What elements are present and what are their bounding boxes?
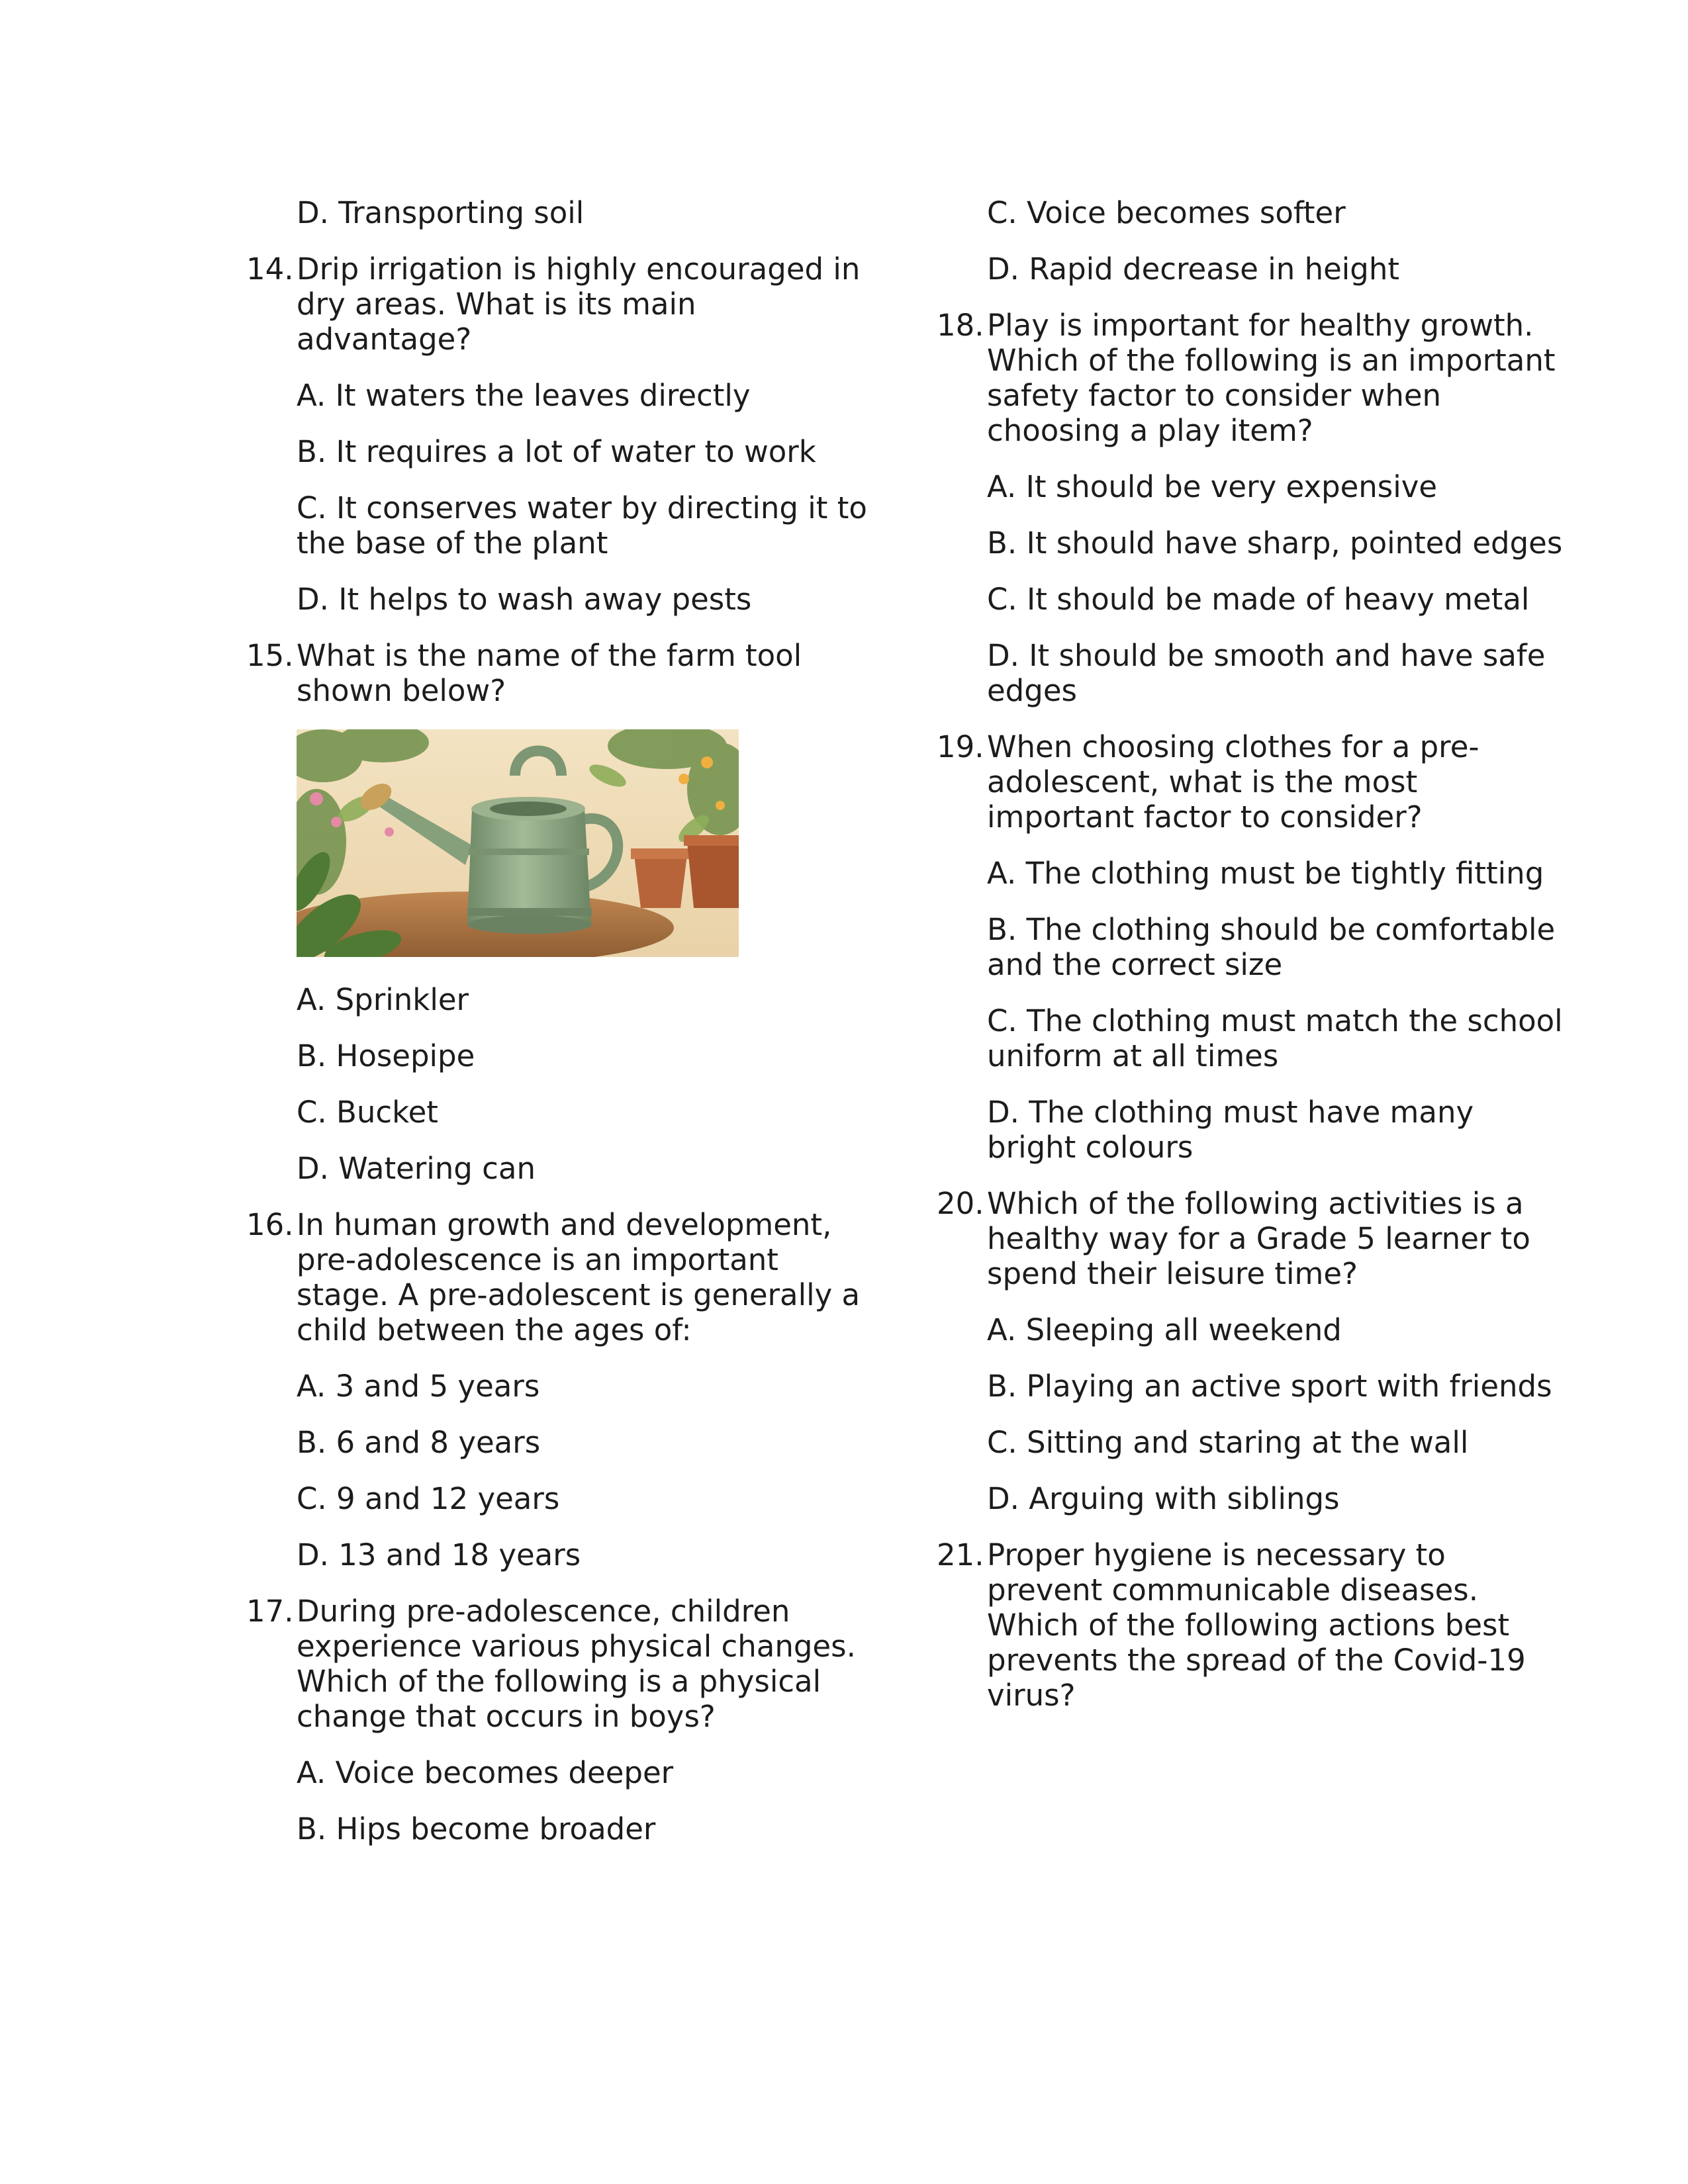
option-20-b: B. Playing an active sport with friends: [987, 1369, 1552, 1404]
question-number: 15.: [246, 638, 294, 673]
option-20-a: A. Sleeping all weekend: [987, 1312, 1342, 1347]
option-17-c: C. Voice becomes softer: [987, 195, 1346, 230]
left-column: [246, 195, 875, 1868]
option-18-b: B. It should have sharp, pointed edges: [987, 525, 1563, 561]
right-column: [937, 195, 1566, 1734]
question-18: [937, 308, 1566, 448]
question-20: [937, 1186, 1566, 1291]
question-text: During pre-adolescence, children experience various physical changes. Which of the following is a physical change that occurs in boys?: [297, 1594, 856, 1734]
option-13-d: D. Transporting soil: [297, 195, 585, 230]
question-14: [246, 251, 875, 357]
option-14-d: D. It helps to wash away pests: [297, 582, 752, 617]
option-14-b: B. It requires a lot of water to work: [297, 434, 816, 469]
option-16-c: C. 9 and 12 years: [297, 1481, 560, 1516]
option-20-c: C. Sitting and staring at the wall: [987, 1425, 1469, 1460]
question-number: 21.: [937, 1537, 984, 1572]
option-19-d: D. The clothing must have many bright colours: [987, 1095, 1474, 1165]
question-text: Proper hygiene is necessary to prevent communicable diseases. Which of the following actions best prevents the spread of the Covid-19 virus?: [987, 1537, 1526, 1713]
option-18-c: C. It should be made of heavy metal: [987, 582, 1530, 617]
question-19: [937, 729, 1566, 835]
option-15-c: C. Bucket: [297, 1095, 438, 1130]
question-text: In human growth and development, pre-adolescence is an important stage. A pre-adolescent is generally a child between the ages of:: [297, 1207, 861, 1347]
option-15-d: D. Watering can: [297, 1151, 536, 1186]
question-number: 19.: [937, 729, 984, 764]
question-number: 14.: [246, 251, 294, 287]
option-14-a: A. It waters the leaves directly: [297, 378, 751, 413]
question-number: 17.: [246, 1594, 294, 1629]
option-15-a: A. Sprinkler: [297, 982, 469, 1017]
option-16-b: B. 6 and 8 years: [297, 1425, 541, 1460]
question-text: When choosing clothes for a pre-adolescent, what is the most important factor to consider?: [987, 729, 1479, 835]
question-text: What is the name of the farm tool shown below?: [297, 638, 802, 708]
option-16-d: D. 13 and 18 years: [297, 1537, 581, 1572]
option-17-b: B. Hips become broader: [297, 1811, 656, 1846]
question-text: Drip irrigation is highly encouraged in dry areas. What is its main advantage?: [297, 251, 861, 357]
option-17-a: A. Voice becomes deeper: [297, 1755, 674, 1790]
question-number: 18.: [937, 308, 984, 343]
question-text: Play is important for healthy growth. Which of the following is an important safety factor to consider when choosing a play item?: [987, 308, 1556, 448]
question-16: [246, 1207, 875, 1347]
option-19-b: B. The clothing should be comfortable and the correct size: [987, 912, 1556, 982]
watering-can-illustration: [297, 729, 739, 957]
question-15: [246, 638, 875, 708]
option-15-b: B. Hosepipe: [297, 1038, 475, 1073]
option-19-c: C. The clothing must match the school uniform at all times: [987, 1003, 1563, 1073]
question-17: [246, 1594, 875, 1734]
question-number: 16.: [246, 1207, 294, 1242]
option-19-a: A. The clothing must be tightly fitting: [987, 856, 1544, 891]
option-17-d: D. Rapid decrease in height: [987, 251, 1400, 287]
option-16-a: A. 3 and 5 years: [297, 1369, 540, 1404]
watering-can-icon: [297, 729, 739, 957]
question-21: [937, 1537, 1566, 1713]
question-text: Which of the following activities is a healthy way for a Grade 5 learner to spend their leisure time?: [987, 1186, 1530, 1291]
option-14-c: C. It conserves water by directing it to the base of the plant: [297, 490, 867, 561]
option-18-a: A. It should be very expensive: [987, 469, 1438, 504]
question-number: 20.: [937, 1186, 984, 1221]
option-18-d: D. It should be smooth and have safe edges: [987, 638, 1546, 708]
option-20-d: D. Arguing with siblings: [987, 1481, 1340, 1516]
